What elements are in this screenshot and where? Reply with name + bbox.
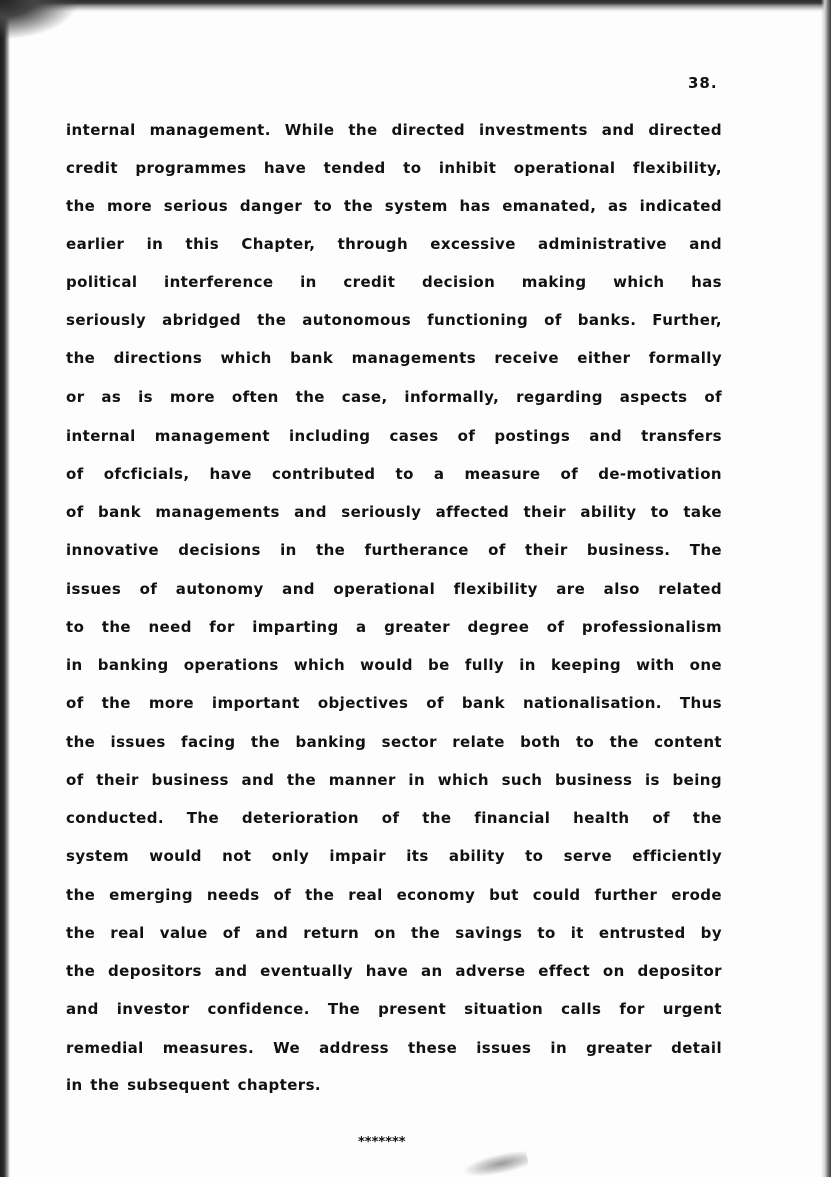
body-line: of ofcficials, have contributed to a measure of de-motivation: [66, 465, 722, 483]
scan-corner-shadow: [0, 0, 80, 40]
body-line: internal management including cases of postings and transfers: [66, 427, 722, 445]
body-line: of the more important objectives of bank nationalisation. Thus: [66, 694, 722, 712]
body-line: political interference in credit decision making which has: [66, 273, 722, 291]
body-line: internal management. While the directed investments and directed: [66, 121, 722, 139]
body-line-last: in the subsequent chapters.: [66, 1076, 321, 1094]
section-separator: *******: [358, 1135, 406, 1150]
body-line: the more serious danger to the system has emanated, as indicated: [66, 197, 722, 215]
scan-border-right: [821, 0, 831, 1177]
scan-smudge: [461, 1148, 530, 1177]
body-line: or as is more often the case, informally, regarding aspects of: [66, 388, 722, 406]
page-number: 38.: [688, 74, 718, 92]
body-line: the directions which bank managements receive either formally: [66, 349, 722, 367]
body-line: of their business and the manner in which such business is being: [66, 771, 722, 789]
body-line: the depositors and eventually have an adverse effect on depositor: [66, 962, 722, 980]
scan-border-top: [0, 0, 831, 12]
body-line: credit programmes have tended to inhibit operational flexibility,: [66, 159, 722, 177]
body-line: the real value of and return on the savings to it entrusted by: [66, 924, 722, 942]
body-line: to the need for imparting a greater degree of professionalism: [66, 618, 722, 636]
body-line: and investor confidence. The present situation calls for urgent: [66, 1000, 722, 1018]
body-line: the issues facing the banking sector relate both to the content: [66, 733, 722, 751]
body-line: in banking operations which would be fully in keeping with one: [66, 656, 722, 674]
body-line: innovative decisions in the furtherance of their business. The: [66, 541, 722, 559]
body-line: issues of autonomy and operational flexibility are also related: [66, 580, 722, 598]
body-line: of bank managements and seriously affected their ability to take: [66, 503, 722, 521]
body-line: remedial measures. We address these issues in greater detail: [66, 1039, 722, 1057]
body-line: system would not only impair its ability to serve efficiently: [66, 847, 722, 865]
scan-border-left: [0, 0, 10, 1177]
body-line: seriously abridged the autonomous functioning of banks. Further,: [66, 311, 722, 329]
body-line: conducted. The deterioration of the financial health of the: [66, 809, 722, 827]
body-line: the emerging needs of the real economy but could further erode: [66, 886, 722, 904]
body-line: earlier in this Chapter, through excessive administrative and: [66, 235, 722, 253]
